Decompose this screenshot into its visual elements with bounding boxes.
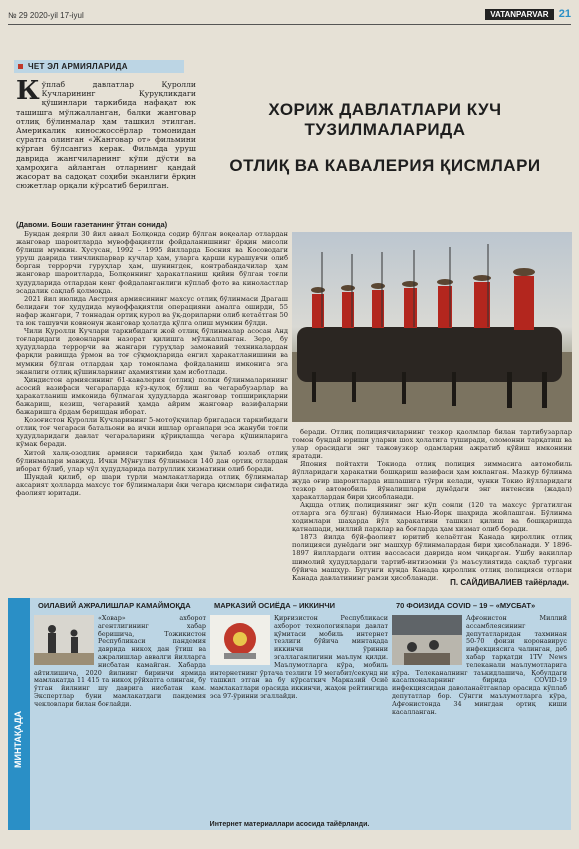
paragraph: Қозоғистон Қуролли Кучларининг 5-мотоўқчилар бригадаси таркибидаги отлиқ тоғ чегараси батальони ва ички ишлар органлари эса жануби тоғли ҳудудларидаги давлат чегараларини қўриқлашда чегара қўшинларига кўмак беради. [16,416,288,449]
section-rubric: ЧЕТ ЭЛ АРМИЯЛАРИДА [14,60,184,73]
header-rule [8,24,571,25]
news-text: Афғонистон Миллий ассамблеясининг депутатларидан тахминан 50-70 фоизи коронавирус инфекциясига чалинган, деб хабар тарқатди 1TV News телеканали маълумотларига кўра. Телеканалнинг таъкидлашича, Қобулдаги касалхоналарнинг бирида COVID-19 инфекциясидан даволанаётганлар орасида кўплаб депутатлар бор. Сўнгги маълумотларга кўра, Афғонистонда 34 мингдан ортиқ киши касалланган. [392,614,567,716]
paragraph: 1873 йилда бўй-фаолият юритиб келаётган Канада қироллик отлиқ полицияси дунёдаги энг машҳур бўлинмалардан бири ҳисобланади. У 1896-1897 йиллардаги олтин вассасаси даврида ном чиқарган. Ушбу вакиллар шимолий ҳудудлардаги тартиб-интизомни ўз маъсулиятида сақлаб тургани бўйича машҳур. Бугунги кунда Канада қироллик отлиқ полицияси отлари Канада давлатининг рамзи ҳисобланади. [292,533,572,582]
globe-photo [210,615,270,665]
article-body-right [292,428,572,582]
paragraph: 2021 йил июлида Австрия армиясининг махсус отлиқ бўлинмаси Драгаш белидағи тоғ ҳудудида мувоффақиятли операцияни амалга оширди, 55 нафар жангари, 7 тоннадан ортиқ курол ва ўқ-дориларни олиб кетаётган 50 та юк ташувчи ковнонун жанговар ҳолатда қўлга олиш мумкин бўлди. [16,294,288,328]
continuation-note: (Давоми. Боши газетанинг ўтган сонида) [16,220,168,229]
masthead-block [485,8,571,20]
page-header [8,8,571,22]
side-label-text: МИНТАҚАДА [13,710,23,768]
riders-illustration [292,232,572,422]
news-title: 70 ФОИЗИДА COVID – 19 – «МУСБАТ» [396,601,536,610]
region-news-box [8,598,571,830]
news-column-3 [392,600,567,815]
paragraph: Бундан деярли 30 йил аввал Болқонда содир бўлган воқеалар отлардан жанговар шароитларда мувоффақиятли фойдаланишнинг ёрқин мисоли бўлиши мумкин. Хусусан, 1992 – 1995 йилларда Босния ва Косоводаги уруш даврида тинчликпарвар кучлар ҳам, уларга қарши курашувчи олиб борган террорчи гуруҳлар ҳам, шунингдек, контрабандачилар ҳам жанговар шароитларда, Болқоннинг ҳаракатланиш қийин бўлган тоғли ҳудудларида отлардан кенг фойдаланганлиги кўплаб фото ва киноластлар эсадалик сақлаб қолмоқда. [16,230,288,295]
news-title: МАРКАЗИЙ ОСИЁДА – ИККИНЧИ [214,601,335,610]
drop-cap: К [16,76,40,106]
news-text: «Ховар» ахборот агентлигининг хабар беришича, Тожикистон Республикаси пандемия даврида никоҳ дан ўтиш ва ажралишлар аввалги йилларга нисбатан камайган. Хабарда айтилишича, 2020 йилнинг биринчи ярмида мамлакатда 11 415 та никоҳ рўйхатга олинган, бу ўтган йилнинг шу даврига нисбатан кам. Экспертлар буни мамлакатдаги пандемия чекловлари билан боғлайди. [34,614,206,708]
paragraph: Япония пойтахти Токиода отлиқ полиция зиммасига автомобиль йўлларидаги ҳаракатни бошқариш вазифаси ҳам юкланган. Мазкур бўлинма жуда оғир шароитларда ишлашига тўғри келади, чунки Токио йўлларидаги тезкор автомобиль йўналишлари дунёдаги энг интенсив (жадал) ҳаракатлардан бири ҳисобланади. [292,460,572,501]
article-lede [16,76,196,191]
news-column-2 [210,600,388,815]
masthead: VATANPARVAR [485,9,553,20]
parliament-photo [392,615,462,665]
paragraph: Чили Қуролли Кучлари таркибидаги жой отлиқ бўлинмалар асосан Анд тоғларидаги довонларни назорат қилишга мўлжалланган. Зеро, бу ҳудудларда террорчи ва жангари гуруҳлар замонавий техникалардан фарқли равишда ўрмон ва тоғ сўқмоқларида енгил ҳаракатланишини ва мумкин бўлган отлардан ҳар томонлама фойдаланиш имконига эга эканлиги отлиқ қўшинларнинг аҳамиятини ҳам исботлади. [16,327,288,376]
lede-text: ўплаб давлатлар Қуролли Кучларининг Қуруқликдаги қўшинлари таркибида нафақат юк ташишга мўлжалланган, балки жанговар отлиқ бўлинмалар ҳам ташкил этилган. Америкалик киносжоссёрлар томонидан суратга олинган «Жанговар от» фильмини кўрган бўлсангиз керак. Фильмда уруш даврида жангчиларнинг кўпи дўсти ва ҳамроҳига айланган отларнинг қандай жасорат ва садоқат соҳиби эканлиги ёрқин сюжетлар орқали кўрсатиб берилган. [16,80,196,191]
source-note: Интернет материаллари асосида тайёрланди. [209,821,370,828]
issue-date: № 29 2020-yil 17-iyul [8,11,84,20]
headline-line-1: ХОРИЖ ДАВЛАТЛАРИ КУЧ ТУЗИЛМАЛАРИДА [268,100,502,139]
region-side-label [8,598,30,830]
paragraph: Шундай қилиб, ер шари турли мамлакатларида отлиқ бўлинмалар аксарият ҳолларда махсус тоғ бўлинмалари ёки чегара қисмлари сифатида фаолият юритади. [16,472,288,497]
page-number: 21 [558,8,571,20]
news-title: ОИЛАВИЙ АЖРАЛИШЛАР КАМАЙМОҚДА [38,601,191,610]
headline-line-2: ОТЛИҚ ВА КАВАЛЕРИЯ ҚИСМЛАРИ [229,156,541,175]
paragraph: Хитой халқ-озодлик армияси таркибида ҳам ўнлаб юзлаб отлиқ бўлинмалари мавжуд. Ички Мўнғулия бўлинмаси 140 дан ортиқ отлардан иборат бўлиб, улар чўл ҳудудларида патруллик хизматини олиб боради. [16,448,288,473]
author-byline: П. САЙДИВАЛИЕВ тайёрлади. [450,578,569,587]
family-photo [34,615,94,665]
paragraph: Ақшда отлиқ полициянинг энг кўп сонли (120 та махсус ўргатилган отларга эга бўлган) бўлинмаси Нью-Йорк шаҳрида жойлашган. Бўлинма ходимлари шаҳарда йўл ҳаракатини ташкил қилиш ва бошқаришда қатнашади, миллий парклар ва боғларда ҳам хизмат олиб боради. [292,500,572,534]
article-body-left [16,230,288,592]
news-text: Қирғизистон Республикаси ахборот технологиялари давлат қўмитаси мобиль интернет тезлиги бўйича минтақада иккинчи ўринни эгаллаганлигини маълум қилди. Маълумотларга кўра, мобиль интернетнинг ўртача тезлиги 19 мегабит/секунд ни ташкил этган ва бу кўрсаткич Марказий Осиё мамлакатлари орасида иккинчи, жаҳон рейтингида эса 97-ўринни эгаллайди. [210,614,388,700]
article-headline [200,80,570,176]
news-column-1 [34,600,206,815]
paragraph: Ҳиндистон армиясининг 61-кавалерия (отлиқ) полки бўлинмаларининг асосий вазифаси чегараларда кўз-қулоқ бўлиш ва чегарабузарлар ва ҳаракатланиш имконида бўлмаган ҳудудларда жанговар топшириқларни бажариш, кезиш, чегаравий ҳамда айрим жанговар вазифаларни бажаришга ёрдам беришдан иборат. [16,375,288,417]
paragraph: беради. Отлиқ полициячиларнинг тезкор қаолмлар билан тартибузарлар томон бундай юриши уларни шох ҳолатига туширади, оломонни тарқатиш ва улар орасидаги энг тажовузкор одамларни ажратиб қўйиш имконини яратади. [292,428,572,461]
mounted-police-photo [292,232,572,422]
